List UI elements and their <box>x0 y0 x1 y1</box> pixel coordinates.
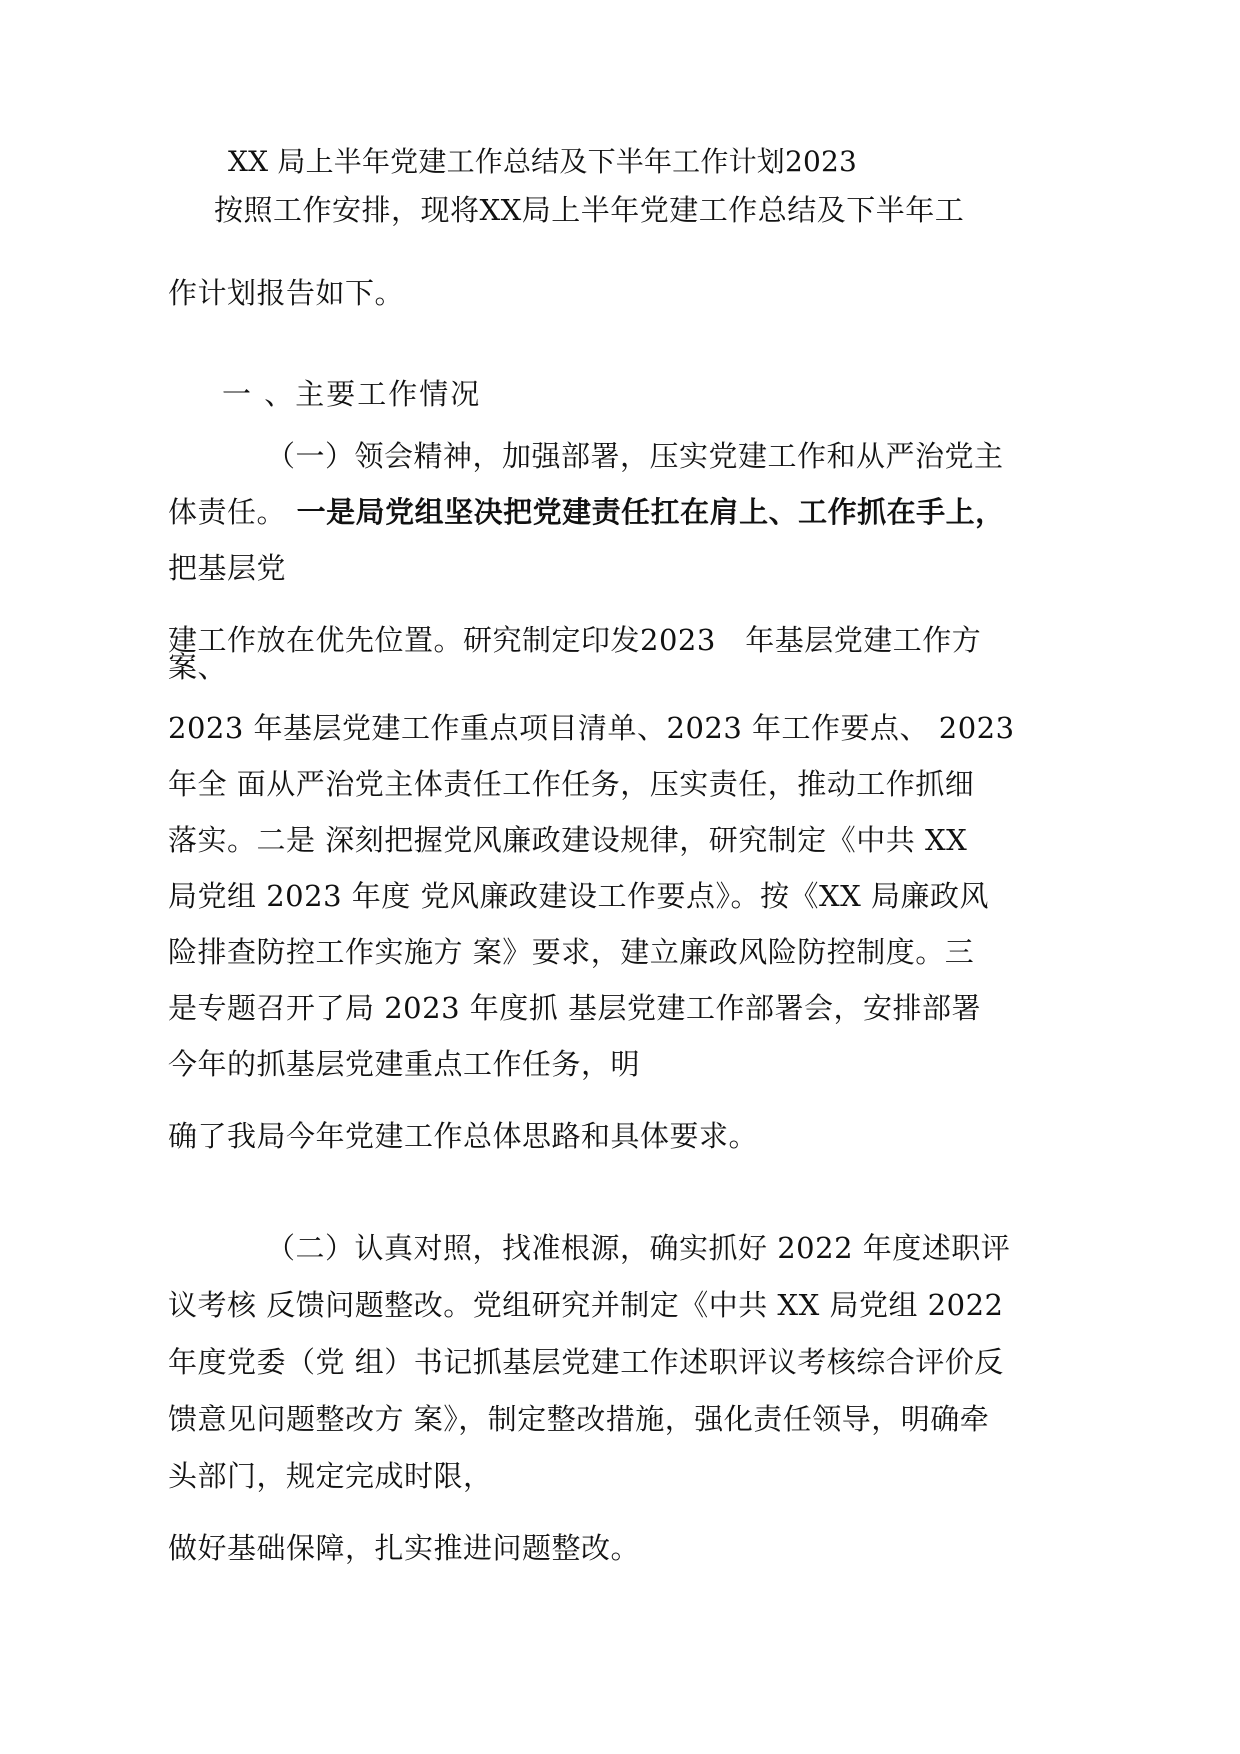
sub2-line-5: 头部门，规定完成时限， <box>168 1459 493 1493</box>
sub1-line-9: 局党组 2023 年度 党风廉政建设工作要点》。按《XX 局廉政风 <box>168 879 989 913</box>
sub1-line-13: 确了我局今年党建工作总体思路和具体要求。 <box>168 1119 759 1153</box>
sub1-lead-line: （一）领会精神，加强部署，压实党建工作和从严治党主 <box>266 439 1004 473</box>
sub1-line-3: 把基层党 <box>168 551 287 585</box>
intro-line-2: 作计划报告如下。 <box>168 276 405 310</box>
sub2-line-6: 做好基础保障，扎实推进问题整改。 <box>168 1531 641 1565</box>
intro-line-1: 按照工作安排，现将XX局上半年党建工作总结及下半年工 <box>214 193 965 227</box>
sub1-line-5: 案、 <box>168 650 228 684</box>
section-heading-main-work: 一 、主要工作情况 <box>222 377 482 411</box>
sub1-line-7: 年全 面从严治党主体责任工作任务，压实责任，推动工作抓细 <box>168 767 975 801</box>
sub2-line-2: 议考核 反馈问题整改。党组研究并制定《中共 XX 局党组 2022 <box>168 1288 1004 1322</box>
sub1-line-2-bold: 一是局党组坚决把党建责任扛在肩上、工作抓在手上， <box>286 495 1005 529</box>
sub1-line-11: 是专题召开了局 2023 年度抓 基层党建工作部署会，安排部署 <box>168 991 981 1025</box>
sub1-line-2 <box>168 494 1005 530</box>
sub1-line-10: 险排查防控工作实施方 案》要求，建立廉政风险防控制度。三 <box>168 935 975 969</box>
sub1-line-12: 今年的抓基层党建重点工作任务，明 <box>168 1047 641 1081</box>
sub1-line-2-prefix: 体责任。 <box>168 495 287 529</box>
sub1-line-6: 2023 年基层党建工作重点项目清单、2023 年工作要点、 2023 <box>168 711 1015 745</box>
sub2-line-3: 年度党委（党 组）书记抓基层党建工作述职评议考核综合评价反 <box>168 1345 1004 1379</box>
sub1-line-8: 落实。二是 深刻把握党风廉政建设规律，研究制定《中共 XX <box>168 823 968 857</box>
sub1-line-4: 建工作放在优先位置。研究制定印发2023 年基层党建工作方 <box>168 623 982 657</box>
document-title: XX 局上半年党建工作总结及下半年工作计划2023 <box>228 145 858 178</box>
sub2-line-4: 馈意见问题整改方 案》，制定整改措施，强化责任领导，明确牵 <box>168 1402 990 1436</box>
sub2-line-1: （二）认真对照，找准根源，确实抓好 2022 年度述职评 <box>266 1231 1011 1265</box>
